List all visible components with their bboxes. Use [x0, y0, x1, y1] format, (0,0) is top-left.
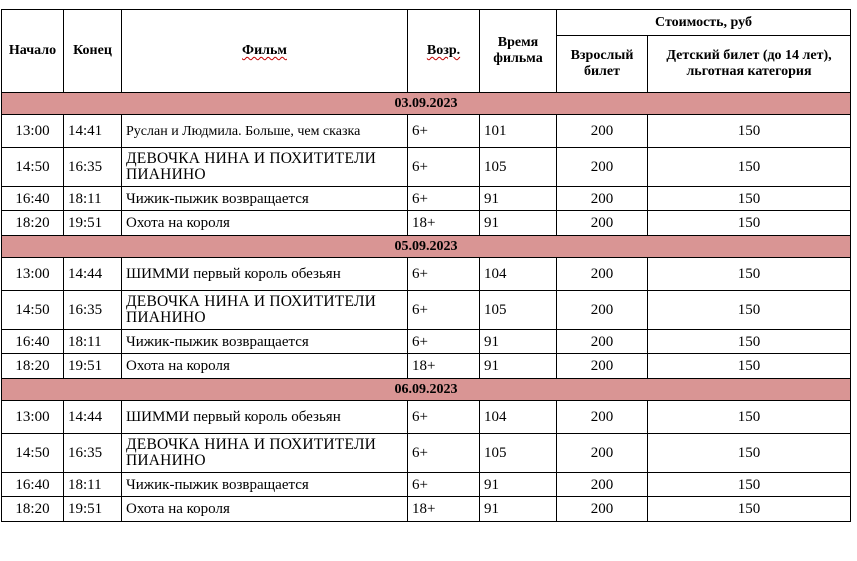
cell-age-rating: 6+ — [408, 258, 480, 291]
cell-end-time: 18:11 — [64, 187, 122, 211]
header-film — [122, 10, 408, 93]
table-row — [2, 258, 851, 291]
cell-start-time: 18:20 — [2, 497, 64, 522]
cell-adult-price: 200 — [557, 434, 648, 473]
cell-child-price: 150 — [648, 497, 851, 522]
cell-child-price: 150 — [648, 211, 851, 236]
header-child: Детский билет (до 14 лет), льготная категория — [648, 36, 851, 93]
cell-end-time: 14:44 — [64, 258, 122, 291]
header-adult: Взрослый билет — [557, 36, 648, 93]
cell-duration: 104 — [480, 401, 557, 434]
date-row — [2, 236, 851, 258]
cell-film-title: ШИММИ первый король обезьян — [122, 401, 408, 434]
cell-adult-price: 200 — [557, 401, 648, 434]
cell-start-time: 14:50 — [2, 434, 64, 473]
cell-start-time: 16:40 — [2, 187, 64, 211]
cell-start-time: 18:20 — [2, 354, 64, 379]
cell-start-time: 18:20 — [2, 211, 64, 236]
cell-film-title: Чижик-пыжик возвращается — [122, 473, 408, 497]
cell-duration: 91 — [480, 187, 557, 211]
cell-adult-price: 200 — [557, 330, 648, 354]
cell-duration: 105 — [480, 291, 557, 330]
table-row — [2, 291, 851, 330]
cell-age-rating: 18+ — [408, 354, 480, 379]
cell-age-rating: 6+ — [408, 330, 480, 354]
cell-end-time: 16:35 — [64, 434, 122, 473]
table-row — [2, 401, 851, 434]
cell-end-time: 16:35 — [64, 148, 122, 187]
date-label: 05.09.2023 — [2, 236, 851, 258]
date-label: 06.09.2023 — [2, 379, 851, 401]
header-age — [408, 10, 480, 93]
cell-age-rating: 6+ — [408, 187, 480, 211]
cell-age-rating: 6+ — [408, 291, 480, 330]
table-row — [2, 211, 851, 236]
cell-age-rating: 18+ — [408, 497, 480, 522]
cell-film-title: Охота на короля — [122, 497, 408, 522]
cell-film-title: ДЕВОЧКА НИНА И ПОХИТИТЕЛИ ПИАНИНО — [122, 148, 408, 187]
cell-start-time: 14:50 — [2, 291, 64, 330]
schedule-table — [1, 9, 851, 522]
cell-child-price: 150 — [648, 291, 851, 330]
cell-age-rating: 6+ — [408, 148, 480, 187]
cell-duration: 104 — [480, 258, 557, 291]
cell-adult-price: 200 — [557, 473, 648, 497]
cell-child-price: 150 — [648, 401, 851, 434]
cell-child-price: 150 — [648, 115, 851, 148]
cell-adult-price: 200 — [557, 258, 648, 291]
cell-age-rating: 6+ — [408, 401, 480, 434]
cell-duration: 91 — [480, 354, 557, 379]
cell-age-rating: 6+ — [408, 115, 480, 148]
cell-adult-price: 200 — [557, 187, 648, 211]
date-row — [2, 379, 851, 401]
cell-end-time: 16:35 — [64, 291, 122, 330]
table-row — [2, 187, 851, 211]
cell-end-time: 19:51 — [64, 354, 122, 379]
cell-end-time: 14:44 — [64, 401, 122, 434]
cell-age-rating: 18+ — [408, 211, 480, 236]
cell-duration: 91 — [480, 330, 557, 354]
header-film-label: Фильм — [242, 43, 287, 58]
cell-adult-price: 200 — [557, 354, 648, 379]
cell-end-time: 18:11 — [64, 473, 122, 497]
cell-end-time: 18:11 — [64, 330, 122, 354]
table-row — [2, 473, 851, 497]
table-row — [2, 330, 851, 354]
cell-film-title: Чижик-пыжик возвращается — [122, 330, 408, 354]
header-age-label: Возр. — [426, 43, 461, 58]
cell-child-price: 150 — [648, 148, 851, 187]
cell-film-title: Чижик-пыжик возвращается — [122, 187, 408, 211]
cell-end-time: 19:51 — [64, 211, 122, 236]
table-row — [2, 354, 851, 379]
date-row — [2, 93, 851, 115]
cell-adult-price: 200 — [557, 291, 648, 330]
cell-start-time: 13:00 — [2, 401, 64, 434]
cell-child-price: 150 — [648, 187, 851, 211]
cell-film-title: Охота на короля — [122, 211, 408, 236]
cell-film-title: ШИММИ первый король обезьян — [122, 258, 408, 291]
cell-age-rating: 6+ — [408, 473, 480, 497]
header-duration: Время фильма — [480, 10, 557, 93]
table-row — [2, 434, 851, 473]
cell-duration: 101 — [480, 115, 557, 148]
cell-end-time: 19:51 — [64, 497, 122, 522]
cell-film-title: Охота на короля — [122, 354, 408, 379]
header-end: Конец — [64, 10, 122, 93]
cell-duration: 105 — [480, 434, 557, 473]
table-row — [2, 115, 851, 148]
cell-start-time: 16:40 — [2, 330, 64, 354]
cell-start-time: 13:00 — [2, 115, 64, 148]
cell-adult-price: 200 — [557, 211, 648, 236]
cell-duration: 91 — [480, 473, 557, 497]
header-cost: Стоимость, руб — [557, 10, 851, 36]
table-row — [2, 497, 851, 522]
cell-adult-price: 200 — [557, 148, 648, 187]
cell-adult-price: 200 — [557, 497, 648, 522]
cell-child-price: 150 — [648, 258, 851, 291]
header-start: Начало — [2, 10, 64, 93]
cell-duration: 105 — [480, 148, 557, 187]
cell-child-price: 150 — [648, 354, 851, 379]
cell-start-time: 16:40 — [2, 473, 64, 497]
date-label: 03.09.2023 — [2, 93, 851, 115]
cell-child-price: 150 — [648, 330, 851, 354]
cell-film-title: ДЕВОЧКА НИНА И ПОХИТИТЕЛИ ПИАНИНО — [122, 434, 408, 473]
cell-end-time: 14:41 — [64, 115, 122, 148]
cell-start-time: 13:00 — [2, 258, 64, 291]
schedule-body — [2, 93, 851, 522]
cell-adult-price: 200 — [557, 115, 648, 148]
cell-age-rating: 6+ — [408, 434, 480, 473]
cell-duration: 91 — [480, 497, 557, 522]
cell-child-price: 150 — [648, 434, 851, 473]
cell-duration: 91 — [480, 211, 557, 236]
cell-child-price: 150 — [648, 473, 851, 497]
cell-start-time: 14:50 — [2, 148, 64, 187]
cell-film-title: Руслан и Людмила. Больше, чем сказка — [122, 115, 408, 148]
cell-film-title: ДЕВОЧКА НИНА И ПОХИТИТЕЛИ ПИАНИНО — [122, 291, 408, 330]
table-row — [2, 148, 851, 187]
